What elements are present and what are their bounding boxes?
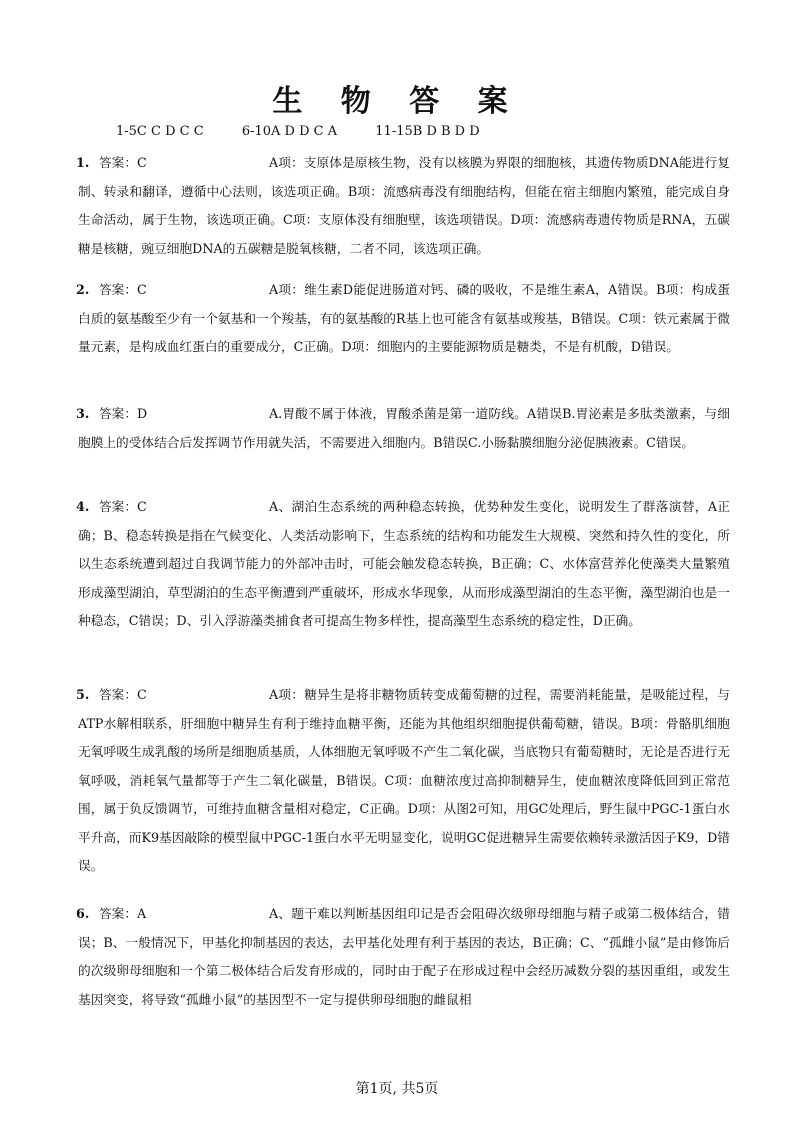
answer-key-11-15: 11-15B D B D D — [375, 124, 480, 139]
question-number: 6. — [76, 906, 90, 921]
question-number: 5. — [76, 687, 90, 702]
question-2 — [78, 276, 730, 362]
question-body — [78, 493, 730, 636]
question-number: 1. — [76, 155, 90, 170]
explanation: A、湖泊生态系统的两种稳态转换，优势种发生变化，说明发生了群落演替，A正确；B、稳态转换是指在气候变化、人类活动影响下，生态系统的结构和功能发生大规模、突然和持久性的变化，所以生态系统遭到超过自我调节能力的外部冲击时，可能会触发稳态转换，B正确；C、水体富营养化使藻类大量繁殖形成藻型湖泊，草型湖泊的生态平衡遭到严重破坏，形成水华现象，从而形成藻型湖泊的生态平衡，藻型湖泊也是一种稳态，C错误；D、引入浮游藻类捕食者可提高生物多样性，提高藻型生态系统的稳定性，D正确。 — [78, 499, 730, 628]
answer-key-row — [116, 124, 480, 139]
answer-key-6-10: 6-10A D D C A — [241, 124, 338, 139]
question-body — [78, 400, 730, 457]
explanation: A项：支原体是原核生物，没有以核膜为界限的细胞核，其遗传物质DNA能进行复制、转录和翻译，遵循中心法则，该选项正确。B项：流感病毒没有细胞结构，但能在宿主细胞内繁殖，能完成自身生命活动，属于生物，该选项正确。C项：支原体没有细胞壁，该选项错误。D项：流感病毒遗传物质是RNA，五碳糖是核糖，豌豆细胞DNA的五碳糖是脱氧核糖，二者不同，该选项正确。 — [78, 155, 730, 256]
question-body — [78, 276, 730, 362]
explanation: A、题干难以判断基因组印记是否会阻碍次级卵母细胞与精子或第二极体结合，错误；B、一般情况下，甲基化抑制基因的表达，去甲基化处理有利于基因的表达，B正确；C、“孤雌小鼠”是由修饰后的次级卵母细胞和一个第二极体结合后发育形成的，同时由于配子在形成过程中会经历减数分裂的基因重组，或发生基因突变，将导致“孤雌小鼠”的基因型不一定与提供卵母细胞的雌鼠相 — [78, 906, 730, 1007]
answer-label: 答案：C — [99, 155, 147, 170]
page-title: 生 物 答 案 — [272, 84, 522, 119]
explanation: A.胃酸不属于体液，胃酸杀菌是第一道防线。A错误B.胃泌素是多肽类激素，与细胞膜上的受体结合后发挥调节作用就失活，不需要进入细胞内。B错误C.小肠黏膜细胞分泌促胰液素。C错误。 — [78, 406, 730, 450]
question-1 — [78, 149, 730, 263]
answer-label: 答案：A — [99, 906, 147, 921]
question-number: 3. — [76, 406, 90, 421]
answer-label: 答案：C — [99, 687, 147, 702]
question-3 — [78, 400, 730, 457]
page-footer: 第1页, 共5页 — [355, 1081, 439, 1097]
question-body — [78, 900, 730, 1014]
question-5 — [78, 681, 730, 881]
question-body — [78, 681, 730, 881]
answer-label: 答案：D — [99, 406, 148, 421]
question-number: 4. — [76, 499, 90, 514]
answer-label: 答案：C — [99, 499, 147, 514]
answer-key-1-5: 1-5C C D C C — [116, 124, 204, 139]
answer-label: 答案：C — [99, 282, 147, 297]
explanation: A项：维生素D能促进肠道对钙、磷的吸收，不是维生素A，A错误。B项：构成蛋白质的氨基酸至少有一个氨基和一个羧基，有的氨基酸的R基上也可能含有氨基或羧基，B错误。C项：铁元素属于微量元素，是构成血红蛋白的重要成分，C正确。D项：细胞内的主要能源物质是糖类，不是有机酸，D错误。 — [78, 282, 730, 354]
explanation: A项：糖异生是将非糖物质转变成葡萄糖的过程，需要消耗能量，是吸能过程，与ATP水解相联系，肝细胞中糖异生有利于维持血糖平衡，还能为其他组织细胞提供葡萄糖，错误。B项：骨骼肌细胞无氧呼吸生成乳酸的场所是细胞质基质，人体细胞无氧呼吸不产生二氧化碳，当底物只有葡萄糖时，无论是否进行无氧呼吸，消耗氧气量都等于产生二氧化碳量，B错误。C项：血糖浓度过高抑制糖异生，使血糖浓度降低回到正常范围，属于负反馈调节，可维持血糖含量相对稳定，C正确。D项：从图2可知，用GC处理后，野生鼠中PGC-1蛋白水平升高，而K9基因敲除的模型鼠中PGC-1蛋白水平无明显变化，说明GC促进糖异生需要依赖转录激活因子K9，D错误。 — [78, 687, 730, 873]
question-6 — [78, 900, 730, 1014]
question-body — [78, 149, 730, 263]
question-number: 2. — [76, 282, 90, 297]
question-4 — [78, 493, 730, 636]
